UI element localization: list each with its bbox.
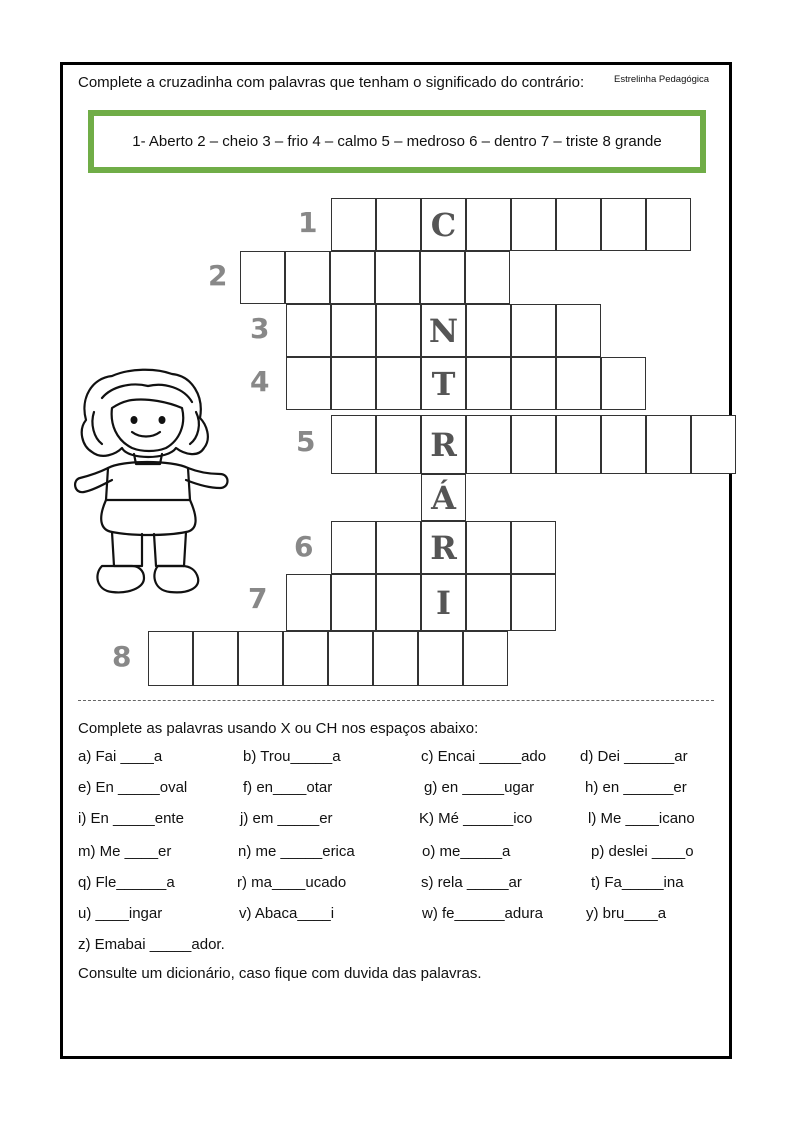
crossword-cell [556, 415, 601, 474]
crossword-cell [375, 251, 420, 304]
key-letter-cell: T [421, 357, 466, 410]
crossword-cell [331, 304, 376, 357]
clue-number: 3 [250, 312, 270, 345]
exercise-item-w: w) fe______adura [422, 905, 543, 922]
exercise-item-g: g) en _____ugar [424, 779, 535, 796]
exercise-item-q: q) Fle______a [78, 874, 175, 891]
crossword-cell [376, 304, 421, 357]
key-letter-cell: I [421, 574, 466, 631]
crossword-cell [691, 415, 736, 474]
key-letter-cell: C [421, 198, 466, 251]
clues-text: 1- Aberto 2 – cheio 3 – frio 4 – calmo 5 – medroso 6 – dentro 7 – triste 8 grande [132, 133, 662, 150]
exercise-item-d: d) Dei ______ar [580, 748, 688, 765]
crossword-cell [286, 304, 331, 357]
crossword-cell [601, 357, 646, 410]
crossword-cell [466, 198, 511, 251]
crossword-cell [418, 631, 463, 686]
crossword-cell [285, 251, 330, 304]
exercise-item-t: t) Fa_____ina [591, 874, 684, 891]
exercise-item-f: f) en____otar [243, 779, 333, 796]
exercise-item-e: e) En _____oval [78, 779, 188, 796]
crossword-cell [511, 198, 556, 251]
crossword-cell [511, 415, 556, 474]
crossword-cell [331, 415, 376, 474]
clue-number: 2 [208, 259, 228, 292]
crossword-cell [193, 631, 238, 686]
exercise-item-b: b) Trou_____a [243, 748, 341, 765]
crossword-cell [466, 574, 511, 631]
key-letter-cell: R [421, 521, 466, 574]
crossword-cell [330, 251, 375, 304]
crossword-cell [646, 198, 691, 251]
clue-number: 4 [250, 365, 270, 398]
crossword-cell [376, 198, 421, 251]
crossword-cell [511, 304, 556, 357]
exercise-item-u: u) ____ingar [78, 905, 163, 922]
girl-illustration [72, 368, 234, 600]
crossword-cell [331, 574, 376, 631]
clues-box [88, 110, 706, 173]
exercise-item-s: s) rela _____ar [421, 874, 522, 891]
exercise-item-h: h) en ______er [585, 779, 687, 796]
crossword-cell [420, 251, 465, 304]
crossword-cell [465, 251, 510, 304]
crossword-cell [286, 574, 331, 631]
exercise-item-a: a) Fai ____a [78, 748, 163, 765]
crossword-cell [376, 415, 421, 474]
crossword-cell [511, 521, 556, 574]
crossword-cell [283, 631, 328, 686]
crossword-cell [463, 631, 508, 686]
exercise-item-c: c) Encai _____ado [421, 748, 547, 765]
crossword-cell [646, 415, 691, 474]
exercise-item-o: o) me_____a [422, 843, 511, 860]
key-letter-cell: R [421, 415, 466, 474]
exercise-item-m: m) Me ____er [78, 843, 172, 860]
exercise-item-y: y) bru____a [586, 905, 667, 922]
clue-number: 6 [294, 530, 314, 563]
crossword-cell [556, 198, 601, 251]
crossword-cell [601, 198, 646, 251]
crossword-cell [328, 631, 373, 686]
crossword-cell [466, 357, 511, 410]
crossword-cell [238, 631, 283, 686]
exercise-item-j: j) em _____er [240, 810, 333, 827]
footer-note: Consulte um dicionário, caso fique com duvida das palavras. [78, 965, 482, 982]
exercise-item-k: K) Mé ______ico [419, 810, 533, 827]
crossword-cell [511, 357, 556, 410]
key-letter-cell: N [421, 304, 466, 357]
exercise-item-l: l) Me ____icano [588, 810, 695, 827]
crossword-cell [286, 357, 331, 410]
crossword-cell [556, 357, 601, 410]
clue-number: 5 [296, 425, 316, 458]
clue-number: 8 [112, 640, 132, 673]
exercise-item-r: r) ma____ucado [237, 874, 347, 891]
exercise-item-z: z) Emabai _____ador. [78, 936, 225, 953]
crossword-cell [331, 357, 376, 410]
exercise-heading: Complete as palavras usando X ou CH nos espaços abaixo: [78, 720, 479, 737]
crossword-cell [373, 631, 418, 686]
crossword-cell [376, 357, 421, 410]
crossword-cell [466, 415, 511, 474]
key-letter-cell: Á [421, 474, 466, 521]
exercise-item-i: i) En _____ente [78, 810, 184, 827]
clue-number: 1 [298, 206, 318, 239]
crossword-cell [331, 198, 376, 251]
crossword-cell [601, 415, 646, 474]
crossword-cell [148, 631, 193, 686]
crossword-cell [511, 574, 556, 631]
crossword-cell [466, 304, 511, 357]
credit-label: Estrelinha Pedagógica [614, 74, 710, 85]
exercise-item-v: v) Abaca____i [239, 905, 335, 922]
crossword-cell [331, 521, 376, 574]
clue-number: 7 [248, 582, 268, 615]
crossword-cell [240, 251, 285, 304]
separator-line [78, 700, 714, 701]
crossword-cell [376, 521, 421, 574]
instruction-title: Complete a cruzadinha com palavras que tenham o significado do contrário: [78, 74, 585, 91]
exercise-item-p: p) deslei ____o [591, 843, 694, 860]
crossword-cell [466, 521, 511, 574]
crossword-cell [556, 304, 601, 357]
exercise-item-n: n) me _____erica [238, 843, 355, 860]
crossword-cell [376, 574, 421, 631]
